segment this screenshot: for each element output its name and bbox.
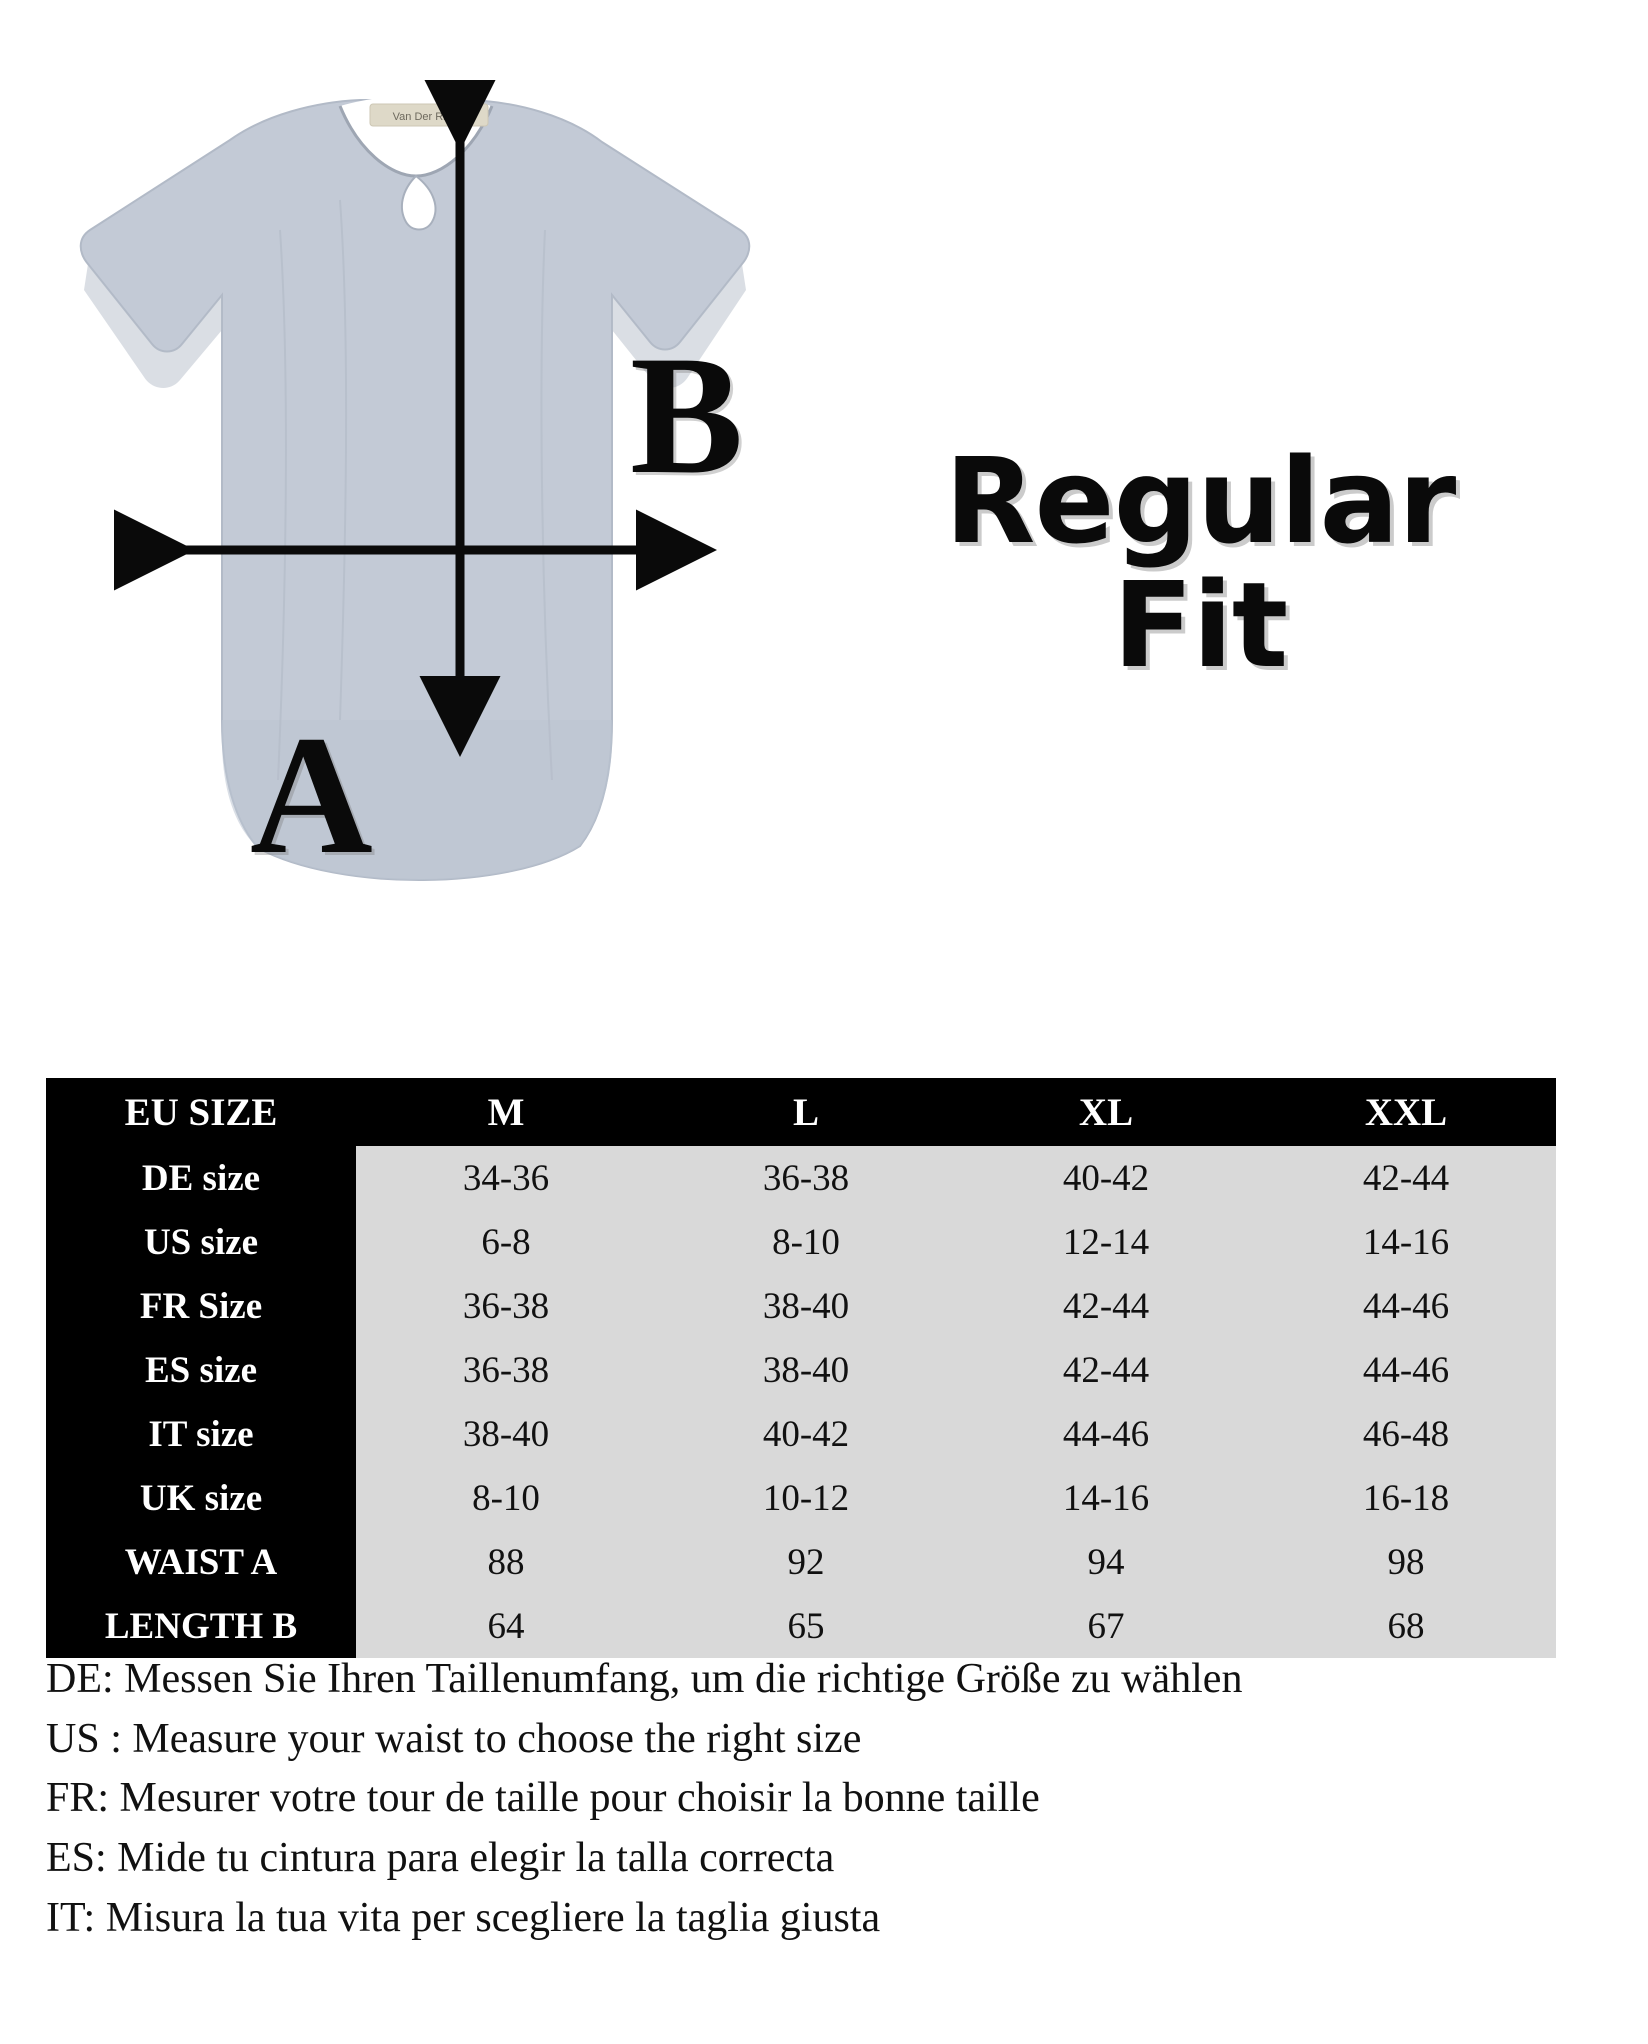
table-cell: 38-40 — [656, 1338, 956, 1402]
table-row — [46, 1402, 1556, 1466]
row-label: LENGTH B — [46, 1594, 356, 1658]
note-line-us: US : Measure your waist to choose the right size — [46, 1715, 862, 1762]
table-cell: 38-40 — [356, 1402, 656, 1466]
fit-type-label: Regular Fit — [944, 432, 1456, 694]
waist-measure-label: A — [250, 701, 373, 889]
table-cell: 98 — [1256, 1530, 1556, 1594]
table-row — [46, 1530, 1556, 1594]
row-label: UK size — [46, 1466, 356, 1530]
table-cell: 46-48 — [1256, 1402, 1556, 1466]
table-row — [46, 1594, 1556, 1658]
table-cell: 14-16 — [956, 1466, 1256, 1530]
brand-tag-text: Van Der Rich® — [392, 111, 466, 123]
length-measure-label: B — [630, 321, 744, 509]
row-label: IT size — [46, 1402, 356, 1466]
table-cell: 94 — [956, 1530, 1256, 1594]
size-table-container — [46, 1078, 1556, 1658]
table-cell: 44-46 — [1256, 1274, 1556, 1338]
size-table — [46, 1078, 1556, 1658]
table-cell: 42-44 — [956, 1338, 1256, 1402]
table-cell: 8-10 — [356, 1466, 656, 1530]
table-cell: 42-44 — [956, 1274, 1256, 1338]
table-header-cell: M — [356, 1078, 656, 1146]
table-cell: 42-44 — [1256, 1146, 1556, 1210]
table-header-row — [46, 1078, 1556, 1146]
table-cell: 16-18 — [1256, 1466, 1556, 1530]
table-cell: 44-46 — [956, 1402, 1256, 1466]
table-header-cell: EU SIZE — [46, 1078, 356, 1146]
table-cell: 88 — [356, 1530, 656, 1594]
table-cell: 68 — [1256, 1594, 1556, 1658]
measurement-instructions — [46, 1650, 1606, 1948]
table-cell: 34-36 — [356, 1146, 656, 1210]
table-row — [46, 1210, 1556, 1274]
row-label: US size — [46, 1210, 356, 1274]
table-cell: 64 — [356, 1594, 656, 1658]
note-line-it: IT: Misura la tua vita per scegliere la taglia giusta — [46, 1894, 881, 1941]
table-row — [46, 1146, 1556, 1210]
table-cell: 6-8 — [356, 1210, 656, 1274]
table-cell: 10-12 — [656, 1466, 956, 1530]
table-header-cell: XL — [956, 1078, 1256, 1146]
row-label: ES size — [46, 1338, 356, 1402]
note-line-es: ES: Mide tu cintura para elegir la talla correcta — [46, 1834, 835, 1881]
table-cell: 12-14 — [956, 1210, 1256, 1274]
table-row — [46, 1338, 1556, 1402]
table-cell: 36-38 — [356, 1338, 656, 1402]
table-row — [46, 1274, 1556, 1338]
table-cell: 44-46 — [1256, 1338, 1556, 1402]
row-label: WAIST A — [46, 1530, 356, 1594]
table-cell: 65 — [656, 1594, 956, 1658]
table-cell: 40-42 — [956, 1146, 1256, 1210]
table-row — [46, 1466, 1556, 1530]
table-cell: 67 — [956, 1594, 1256, 1658]
table-cell: 14-16 — [1256, 1210, 1556, 1274]
table-cell: 8-10 — [656, 1210, 956, 1274]
row-label: DE size — [46, 1146, 356, 1210]
table-header-cell: XXL — [1256, 1078, 1556, 1146]
note-line-fr: FR: Mesurer votre tour de taille pour choisir la bonne taille — [46, 1775, 1040, 1822]
measurement-arrows — [40, 80, 780, 960]
table-cell: 36-38 — [656, 1146, 956, 1210]
table-cell: 36-38 — [356, 1274, 656, 1338]
table-header-cell: L — [656, 1078, 956, 1146]
table-cell: 92 — [656, 1530, 956, 1594]
note-line-de: DE: Messen Sie Ihren Taillenumfang, um die richtige Größe zu wählen — [46, 1656, 1243, 1702]
row-label: FR Size — [46, 1274, 356, 1338]
table-cell: 38-40 — [656, 1274, 956, 1338]
table-cell: 40-42 — [656, 1402, 956, 1466]
